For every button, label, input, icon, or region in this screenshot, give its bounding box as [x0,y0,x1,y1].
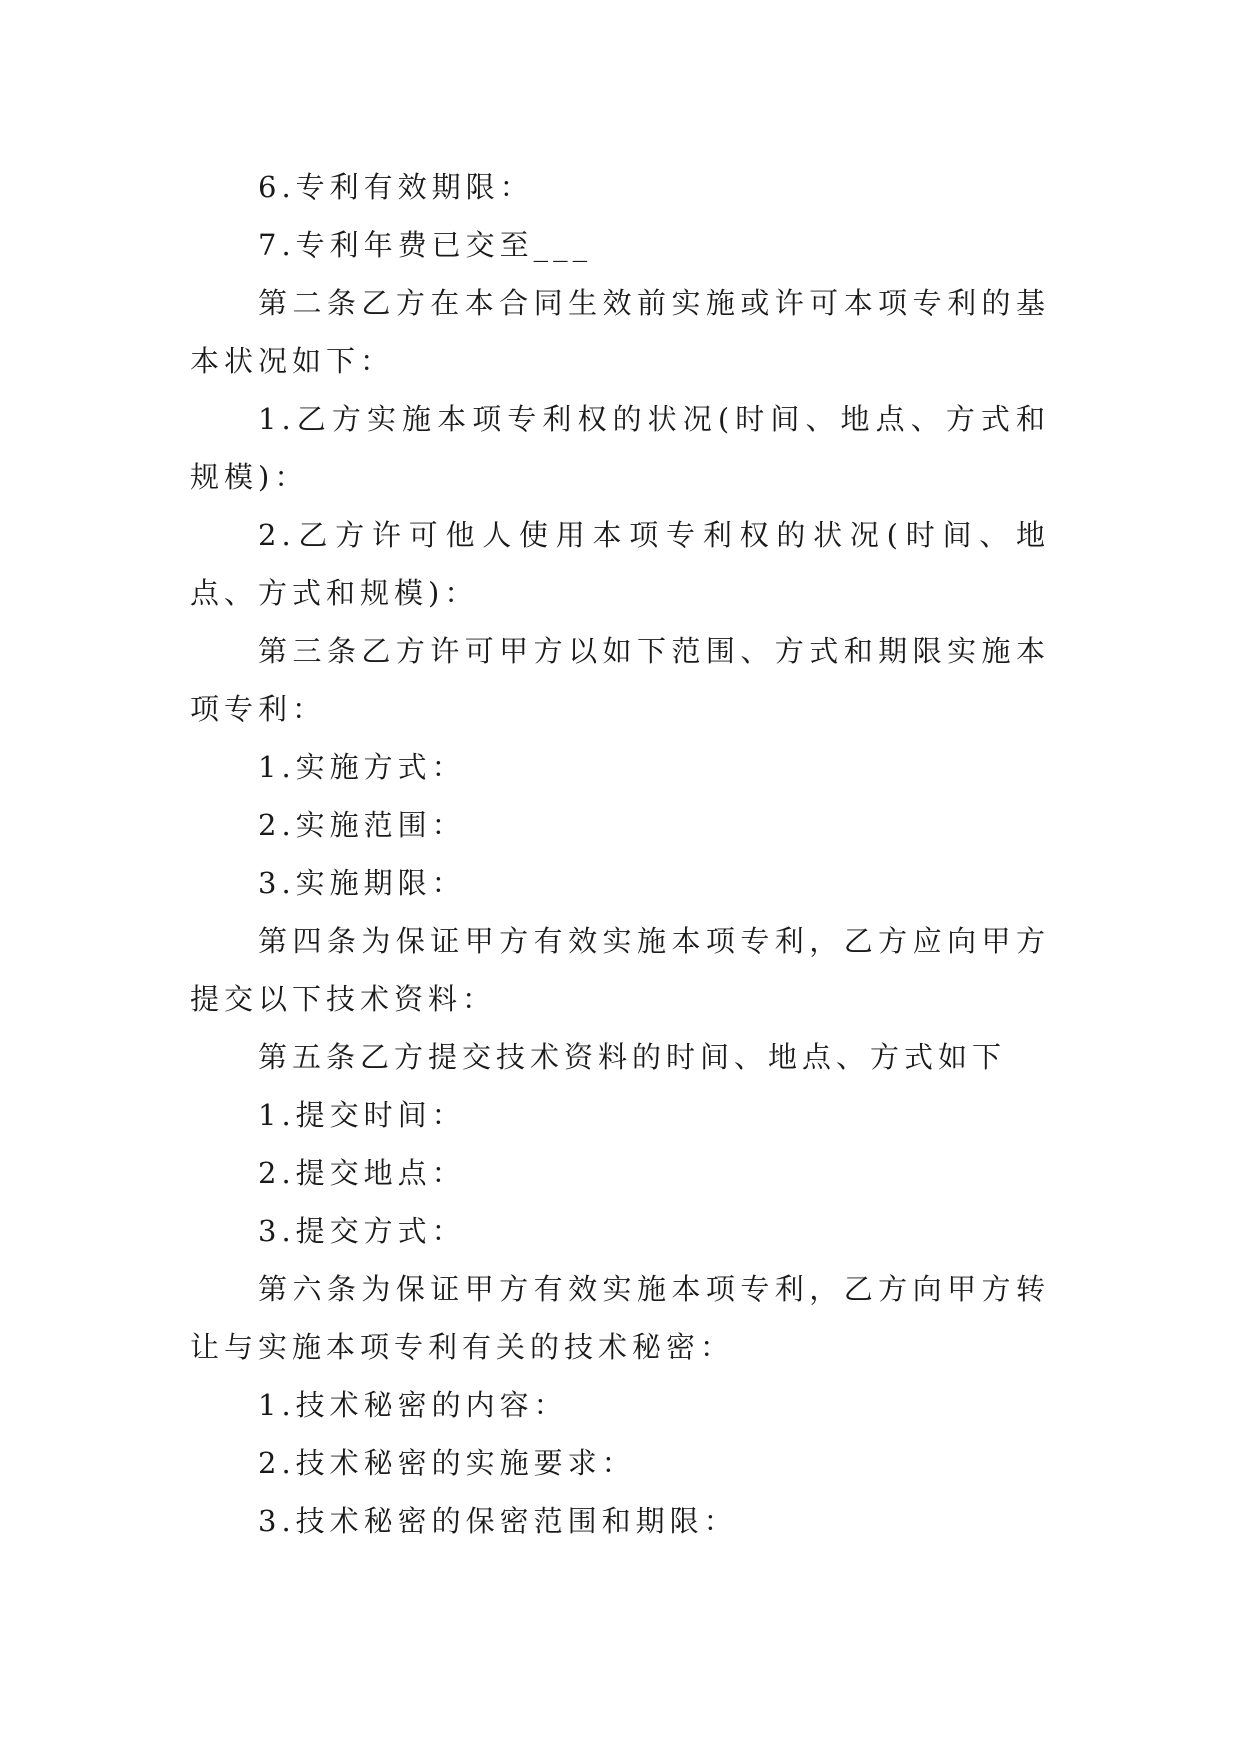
paragraph-article-3-item-1: 1.实施方式： [258,750,466,784]
paragraph-article-2-item-1: 1.乙方实施本项专利权的状况(时间、地点、方式和规模)： [190,402,1050,494]
paragraph-article-3-item-2: 2.实施范围： [258,808,466,842]
paragraph-annual-fee: 7.专利年费已交至___ [258,228,593,262]
paragraph-article-5-item-1: 1.提交时间： [258,1098,466,1132]
paragraph-article-3: 第三条乙方许可甲方以如下范围、方式和期限实施本项专利： [190,634,1050,726]
paragraph-article-6-item-3: 3.技术秘密的保密范围和期限： [258,1504,738,1538]
paragraph-article-6-item-2: 2.技术秘密的实施要求： [258,1446,636,1480]
paragraph-article-5-item-2: 2.提交地点： [258,1156,466,1190]
paragraph-article-4: 第四条为保证甲方有效实施本项专利，乙方应向甲方提交以下技术资料： [190,924,1050,1016]
paragraph-article-3-item-3: 3.实施期限： [258,866,466,900]
paragraph-article-5: 第五条乙方提交技术资料的时间、地点、方式如下 [258,1040,1007,1074]
paragraph-article-6: 第六条为保证甲方有效实施本项专利，乙方向甲方转让与实施本项专利有关的技术秘密： [190,1272,1050,1364]
paragraph-article-2: 第二条乙方在本合同生效前实施或许可本项专利的基本状况如下： [190,286,1050,378]
paragraph-patent-validity: 6.专利有效期限： [258,170,534,204]
paragraph-article-2-item-2: 2.乙方许可他人使用本项专利权的状况(时间、地点、方式和规模)： [190,518,1050,610]
paragraph-article-6-item-1: 1.技术秘密的内容： [258,1388,568,1422]
document-body [190,158,1050,1550]
paragraph-article-5-item-3: 3.提交方式： [258,1214,466,1248]
